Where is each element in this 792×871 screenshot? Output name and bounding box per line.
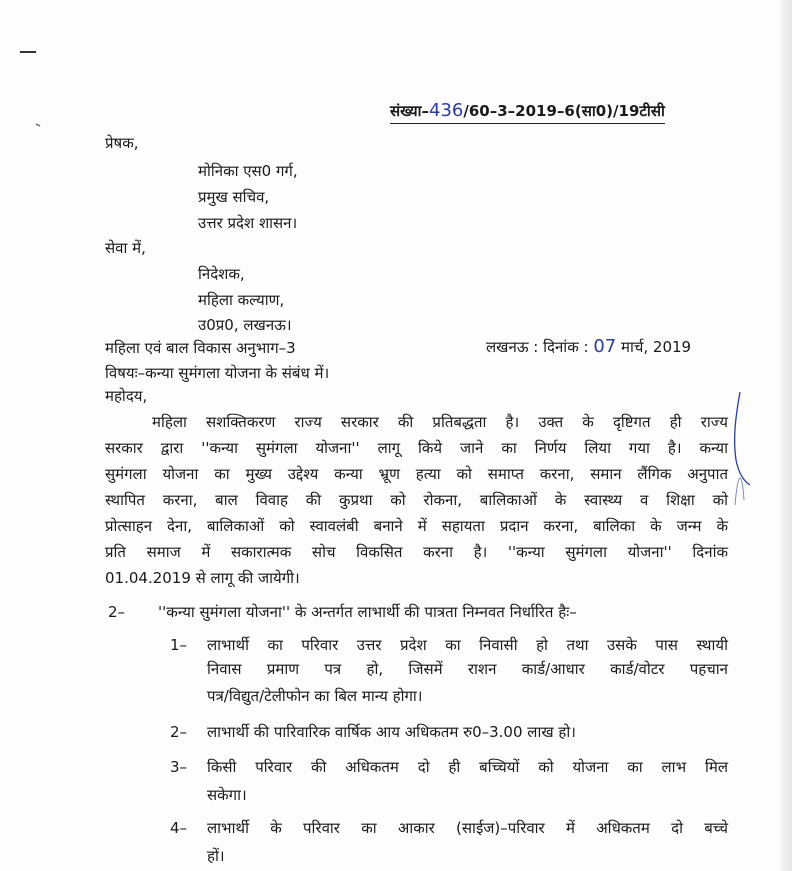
paragraph-line: स्थापित करना, बाल विवाह की कुप्रथा को रोकना, बालिकाओं के स्वास्थ्य व शिक्षा को (105, 491, 728, 509)
item-number: 1– (170, 636, 188, 654)
sender-office: उत्तर प्रदेश शासन। (198, 214, 298, 232)
pen-margin-mark (735, 392, 750, 485)
sender-name: मोनिका एस0 गर्ग, (198, 162, 298, 180)
paragraph-line: सरकार द्वारा ''कन्या सुमंगला योजना'' लागू किये जाने का निर्णय लिया गया है। कन्या (105, 439, 728, 457)
item-line: निवास प्रमाण पत्र हो, जिसमें राशन कार्ड/आधार कार्ड/वोटर पहचान (207, 660, 728, 678)
recipient-label: सेवा में, (105, 239, 146, 257)
paragraph-line: प्रोत्साहन देना, बालिकाओं को स्वावलंबी बनाने में सहायता प्रदान करना, बालिका के जन्म के (105, 517, 728, 535)
reference-number (390, 100, 665, 124)
item-line: किसी परिवार की अधिकतम दो ही बच्चियों को योजना का लाभ मिल (207, 758, 728, 776)
pen-margin-mark (735, 478, 744, 505)
date-suffix: मार्च, 2019 (621, 338, 692, 356)
reference-suffix: /60–3–2019–6(सा0)/19टीसी (463, 102, 665, 120)
paragraph-line: 01.04.2019 से लागू की जायेगी। (105, 569, 300, 587)
paragraph-line: महिला सशक्तिकरण राज्य सरकार की प्रतिबद्धता है। उक्त के दृष्टिगत ही राज्य (152, 413, 728, 431)
item-line: लाभार्थी के परिवार का आकार (साईज)–परिवार में अधिकतम दो बच्चे (207, 819, 728, 837)
section-number: 2– (108, 603, 126, 621)
scan-dot-mark (36, 124, 40, 126)
recipient-department: महिला कल्याण, (198, 291, 285, 309)
item-number: 3– (170, 758, 188, 776)
sender-label: प्रेषक, (105, 134, 139, 152)
item-line: लाभार्थी की पारिवारिक वार्षिक आय अधिकतम रु0–3.00 लाख हो। (207, 723, 576, 741)
item-number: 4– (170, 819, 188, 837)
paragraph-line: प्रति समाज में सकारात्मक सोच विकसित करना है। ''कन्या सुमंगला योजना'' दिनांक (105, 543, 728, 561)
section-heading: ''कन्या सुमंगला योजना'' के अन्तर्गत लाभार्थी की पात्रता निम्नवत निर्धारित हैः– (158, 603, 577, 621)
letter-date (486, 336, 691, 358)
subject-line: विषयः–कन्या सुमंगला योजना के संबंध में। (105, 364, 330, 382)
paragraph-line: सुमंगला योजना का मुख्य उद्देश्य कन्या भ्रूण हत्या को समाप्त करना, समान लैंगिक अनुपात (105, 465, 728, 483)
recipient-title: निदेशक, (198, 265, 245, 283)
recipient-location: उ0प्र0, लखनऊ। (198, 316, 292, 334)
salutation: महोदय, (105, 387, 148, 405)
handwritten-day: 07 (593, 336, 617, 357)
item-line: सकेगा। (207, 786, 247, 804)
item-line: हों। (207, 847, 225, 865)
date-prefix: लखनऊ : दिनांक : (486, 338, 589, 356)
sender-designation: प्रमुख सचिव, (198, 188, 270, 206)
department-section: महिला एवं बाल विकास अनुभाग–3 (105, 339, 296, 357)
item-line: पत्र/विद्युत/टेलीफोन का बिल मान्य होगा। (207, 687, 423, 705)
item-line: लाभार्थी का परिवार उत्तर प्रदेश का निवासी हो तथा उसके पास स्थायी (207, 636, 728, 654)
item-number: 2– (170, 723, 188, 741)
reference-prefix: संख्या– (390, 102, 430, 120)
handwritten-number: 436 (429, 100, 464, 121)
